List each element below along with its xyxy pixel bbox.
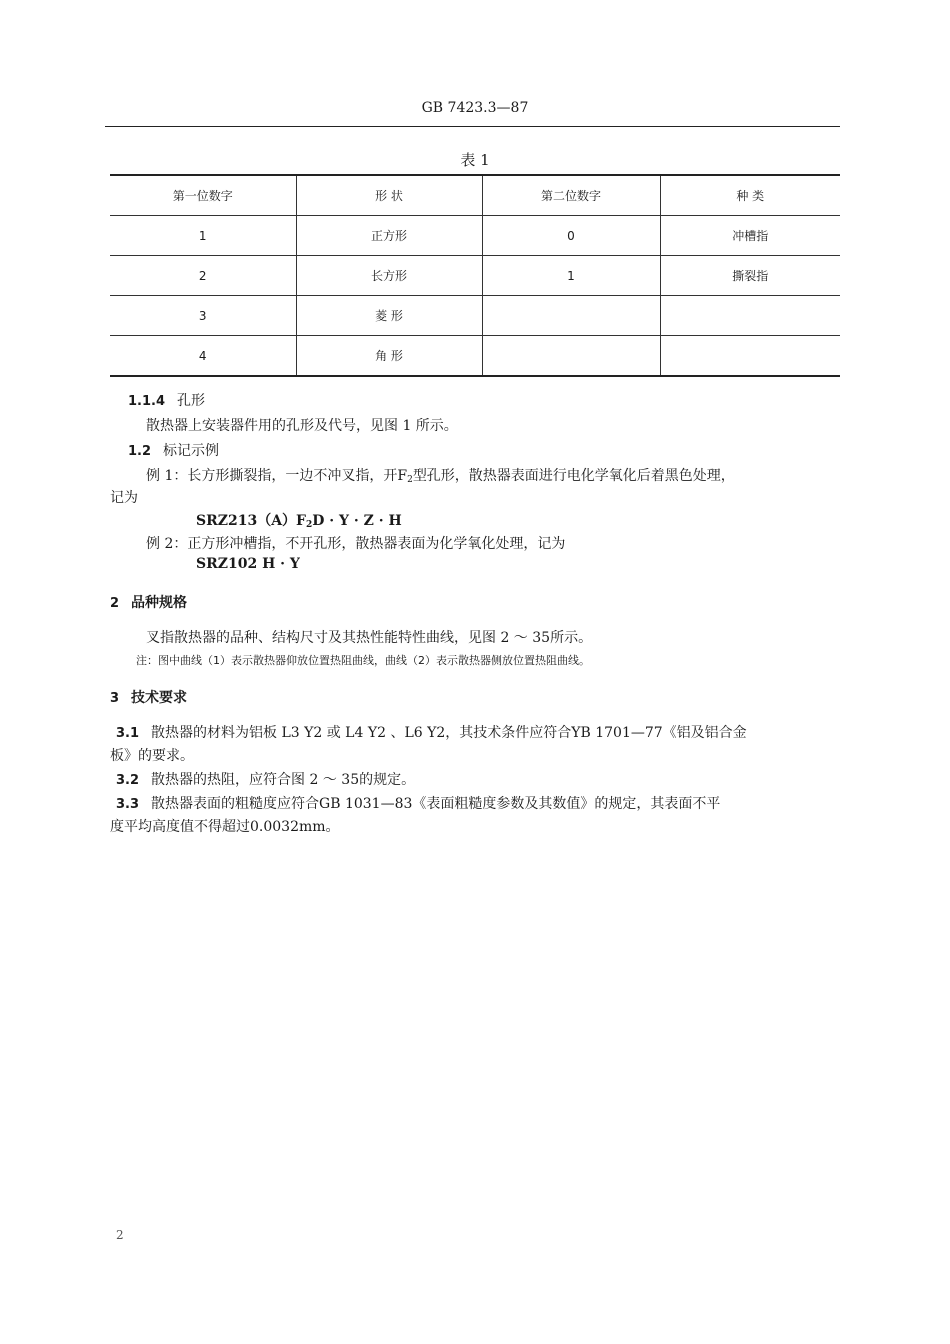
page-header: GB 7423.3—87 [421,100,529,116]
table-cell: 冲槽指 [660,216,840,256]
clause-3-3-line-2: 度平均高度值不得超过0.0032mm。 [110,819,340,835]
paragraph-hole-shape: 散热器上安装器件用的孔形及代号，见图 1 所示。 [146,418,458,434]
clause-3-3-line-1: 3.3 散热器表面的粗糙度应符合GB 1031—83《表面粗糙度参数及其数值》的规定，其表面不平 [116,796,721,812]
table-cell: 1 [110,216,296,256]
table-row [110,216,840,256]
table-cell: 1 [482,256,660,296]
table-cell: 0 [482,216,660,256]
note: 注：图中曲线（1）表示散热器仰放位置热阻曲线，曲线（2）表示散热器侧放位置热阻曲线。 [136,654,590,667]
example-1-line-2: 记为 [110,490,138,506]
code-example-2: SRZ102 H · Y [196,556,300,572]
table-cell: 2 [110,256,296,296]
table-cell: 撕裂指 [660,256,840,296]
clause-3-2: 3.2 散热器的热阻，应符合图 2 ～ 35的规定。 [116,772,416,788]
table-cell: 正方形 [296,216,482,256]
table-cell [660,296,840,336]
table-cell [482,296,660,336]
column-header: 形 状 [296,175,482,216]
section-heading-1-1-4: 1.1.4 孔形 [128,393,206,409]
example-1-line-1: 例 1：长方形撕裂指，一边不冲叉指，开$F_2$型孔形，散热器表面进行电化学氧化后着黑色处理， [146,468,735,485]
code-example-1: $SRZ213(A)F_2D \cdot Y \cdot Z \cdot H$ [196,513,402,530]
column-header: 种 类 [660,175,840,216]
header-rule [105,126,840,127]
table-cell: 菱 形 [296,296,482,336]
table-caption: 表 1 [460,151,490,169]
table-row [110,336,840,377]
section-heading-3: 3 技术要求 [110,690,188,706]
clause-3-1-line-2: 板》的要求。 [110,748,194,764]
table-row [110,296,840,336]
table-cell [660,336,840,377]
column-header: 第二位数字 [482,175,660,216]
table-cell: 3 [110,296,296,336]
table-cell: 4 [110,336,296,377]
section-heading-2: 2 品种规格 [110,595,188,611]
table-cell [482,336,660,377]
paragraph-varieties: 叉指散热器的品种、结构尺寸及其热性能特性曲线，见图 2 ～ 35所示。 [146,630,593,646]
clause-3-1-line-1: 3.1 散热器的材料为铝板 L3 Y2 或 L4 Y2 、L6 Y2，其技术条件应符合YB 1701—77《铝及铝合金 [116,725,747,741]
table-header-row [110,175,840,216]
table-row [110,256,840,296]
section-heading-1-2: 1.2 标记示例 [128,443,220,459]
table-cell: 角 形 [296,336,482,377]
table-1 [110,174,840,377]
column-header: 第一位数字 [110,175,296,216]
page-number: 2 [116,1228,124,1242]
example-2: 例 2：正方形冲槽指，不开孔形，散热器表面为化学氧化处理，记为 [146,536,566,552]
table-cell: 长方形 [296,256,482,296]
